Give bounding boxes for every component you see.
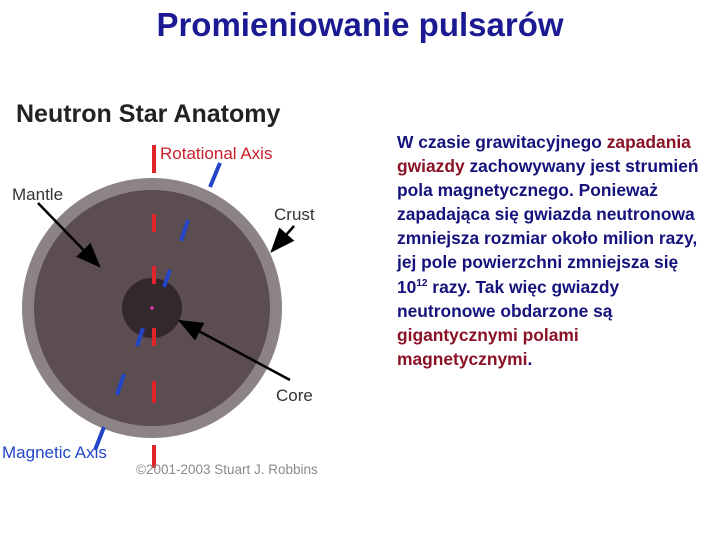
body-text-2: zachowywany jest strumień pola magnetycznego. Ponieważ zapadająca się gwiazda neutronowa zmniejsza rozmiar około milion razy, jej pole powierzchni zmniejsza się 10: [397, 156, 699, 297]
body-text-end: .: [527, 348, 533, 369]
crust-label: Crust: [274, 205, 315, 224]
body-paragraph: [397, 130, 702, 371]
star-center-dot: [150, 306, 154, 310]
crust-arrow: [272, 226, 294, 251]
magnetic-axis-label: Magnetic Axis: [2, 443, 107, 462]
copyright-text: ©2001-2003 Stuart J. Robbins: [136, 462, 318, 477]
slide-title: Promieniowanie pulsarów: [156, 6, 564, 43]
body-text-1: W czasie grawitacyjnego: [397, 132, 607, 152]
neutron-star-diagram: [0, 90, 380, 480]
body-highlight-fields: gigantycznymi polami magnetycznymi: [397, 324, 579, 369]
core-label: Core: [276, 386, 313, 405]
rotational-axis-label: Rotational Axis: [160, 144, 273, 163]
body-text-3: razy. Tak więc gwiazdy neutronowe obdarzone są: [397, 276, 620, 321]
body-highlight-collapse: zapadania gwiazdy: [397, 132, 691, 177]
body-exponent: 12: [416, 277, 428, 289]
mantle-label: Mantle: [12, 185, 64, 204]
diagram-heading: Neutron Star Anatomy: [16, 100, 281, 128]
